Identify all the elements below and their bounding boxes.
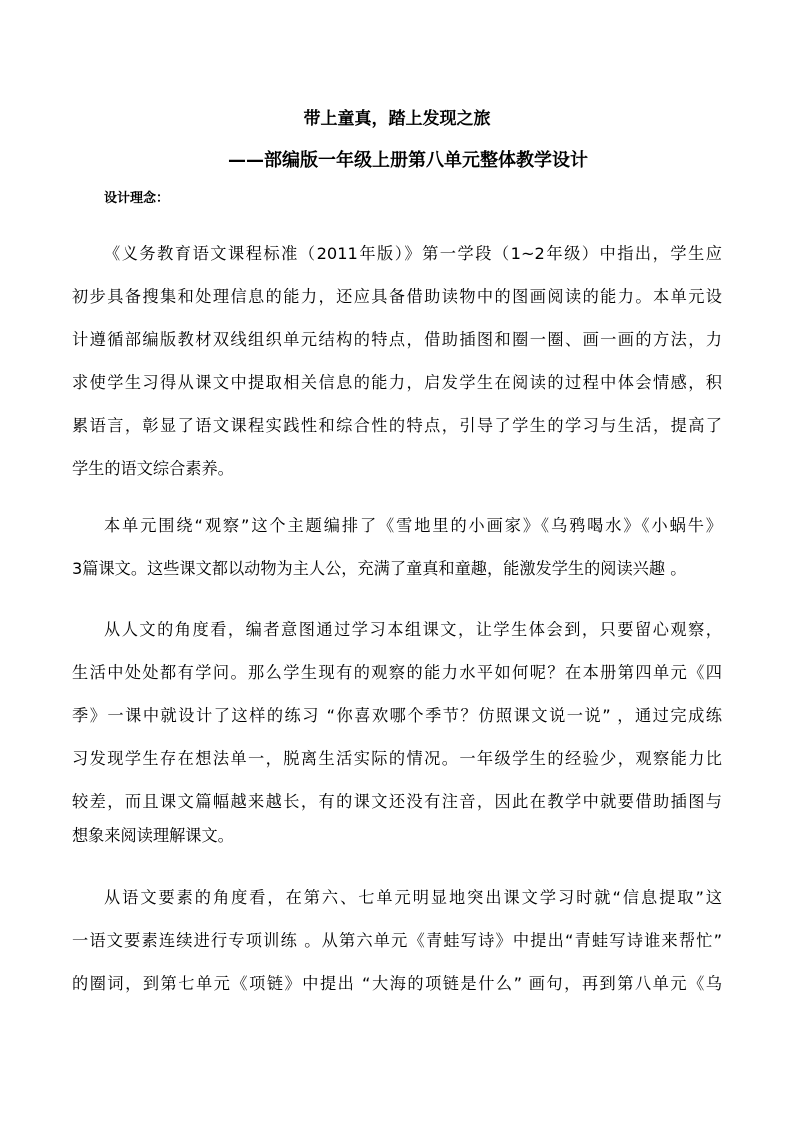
- paragraph-line: 一语文要素连续进行专项训练 。从第六单元《青蛙写诗》中提出“青蛙写诗谁来帮忙”: [72, 931, 722, 950]
- paragraph-line: 习发现学生存在想法单一，脱离生活实际的情况。一年级学生的经验少，观察能力比: [72, 749, 722, 768]
- paragraph-line: 从人文的角度看，编者意图通过学习本组课文，让学生体会到，只要留心观察，: [104, 620, 722, 639]
- paragraph-line: 较差，而且课文篇幅越来越长，有的课文还没有注音，因此在教学中就要借助插图与: [72, 792, 722, 811]
- paragraph-line: 本单元围绕“观察”这个主题编排了《雪地里的小画家》《乌鸦喝水》《小蜗牛》: [104, 516, 722, 535]
- paragraph-line: 计遵循部编版教材双线组织单元结构的特点，借助插图和圈一圈、画一画的方法，力: [72, 330, 722, 349]
- paragraph-line: 累语言，彰显了语文课程实践性和综合性的特点，引导了学生的学习与生活，提高了: [72, 416, 722, 435]
- paragraph-line: 求使学生习得从课文中提取相关信息的能力，启发学生在阅读的过程中体会情感，积: [72, 373, 722, 392]
- paragraph-line: 《义务教育语文课程标准（2011年版）》第一学段（1~2年级）中指出，学生应: [104, 244, 722, 263]
- paragraph-line: 想象来阅读理解课文。: [72, 826, 234, 845]
- paragraph-line: 生活中处处都有学问。那么学生现有的观察的能力水平如何呢？在本册第四单元《四: [72, 663, 722, 682]
- paragraph-line: 3篇课文。这些课文都以动物为主人公，充满了童真和童趣，能激发学生的阅读兴趣 。: [72, 559, 687, 578]
- paragraph-line: 的圈词，到第七单元《项链》中提出 “大海的项链是什么” 画句，再到第八单元《乌: [72, 974, 722, 993]
- paragraph-line: 季》一课中就设计了这样的练习 “你喜欢哪个季节？仿照课文说一说” ，通过完成练: [72, 706, 722, 725]
- section-label: 设计理念：: [104, 191, 170, 206]
- paragraph-line: 从语文要素的角度看，在第六、七单元明显地突出课文学习时就“信息提取”这: [104, 888, 722, 907]
- document-subtitle: ——部编版一年级上册第八单元整体教学设计: [228, 150, 588, 171]
- document-title: 带上童真，踏上发现之旅: [303, 109, 491, 129]
- paragraph-line: 初步具备搜集和处理信息的能力，还应具备借助读物中的图画阅读的能力。本单元设: [72, 287, 722, 306]
- paragraph-line: 学生的语文综合素养。: [72, 459, 234, 478]
